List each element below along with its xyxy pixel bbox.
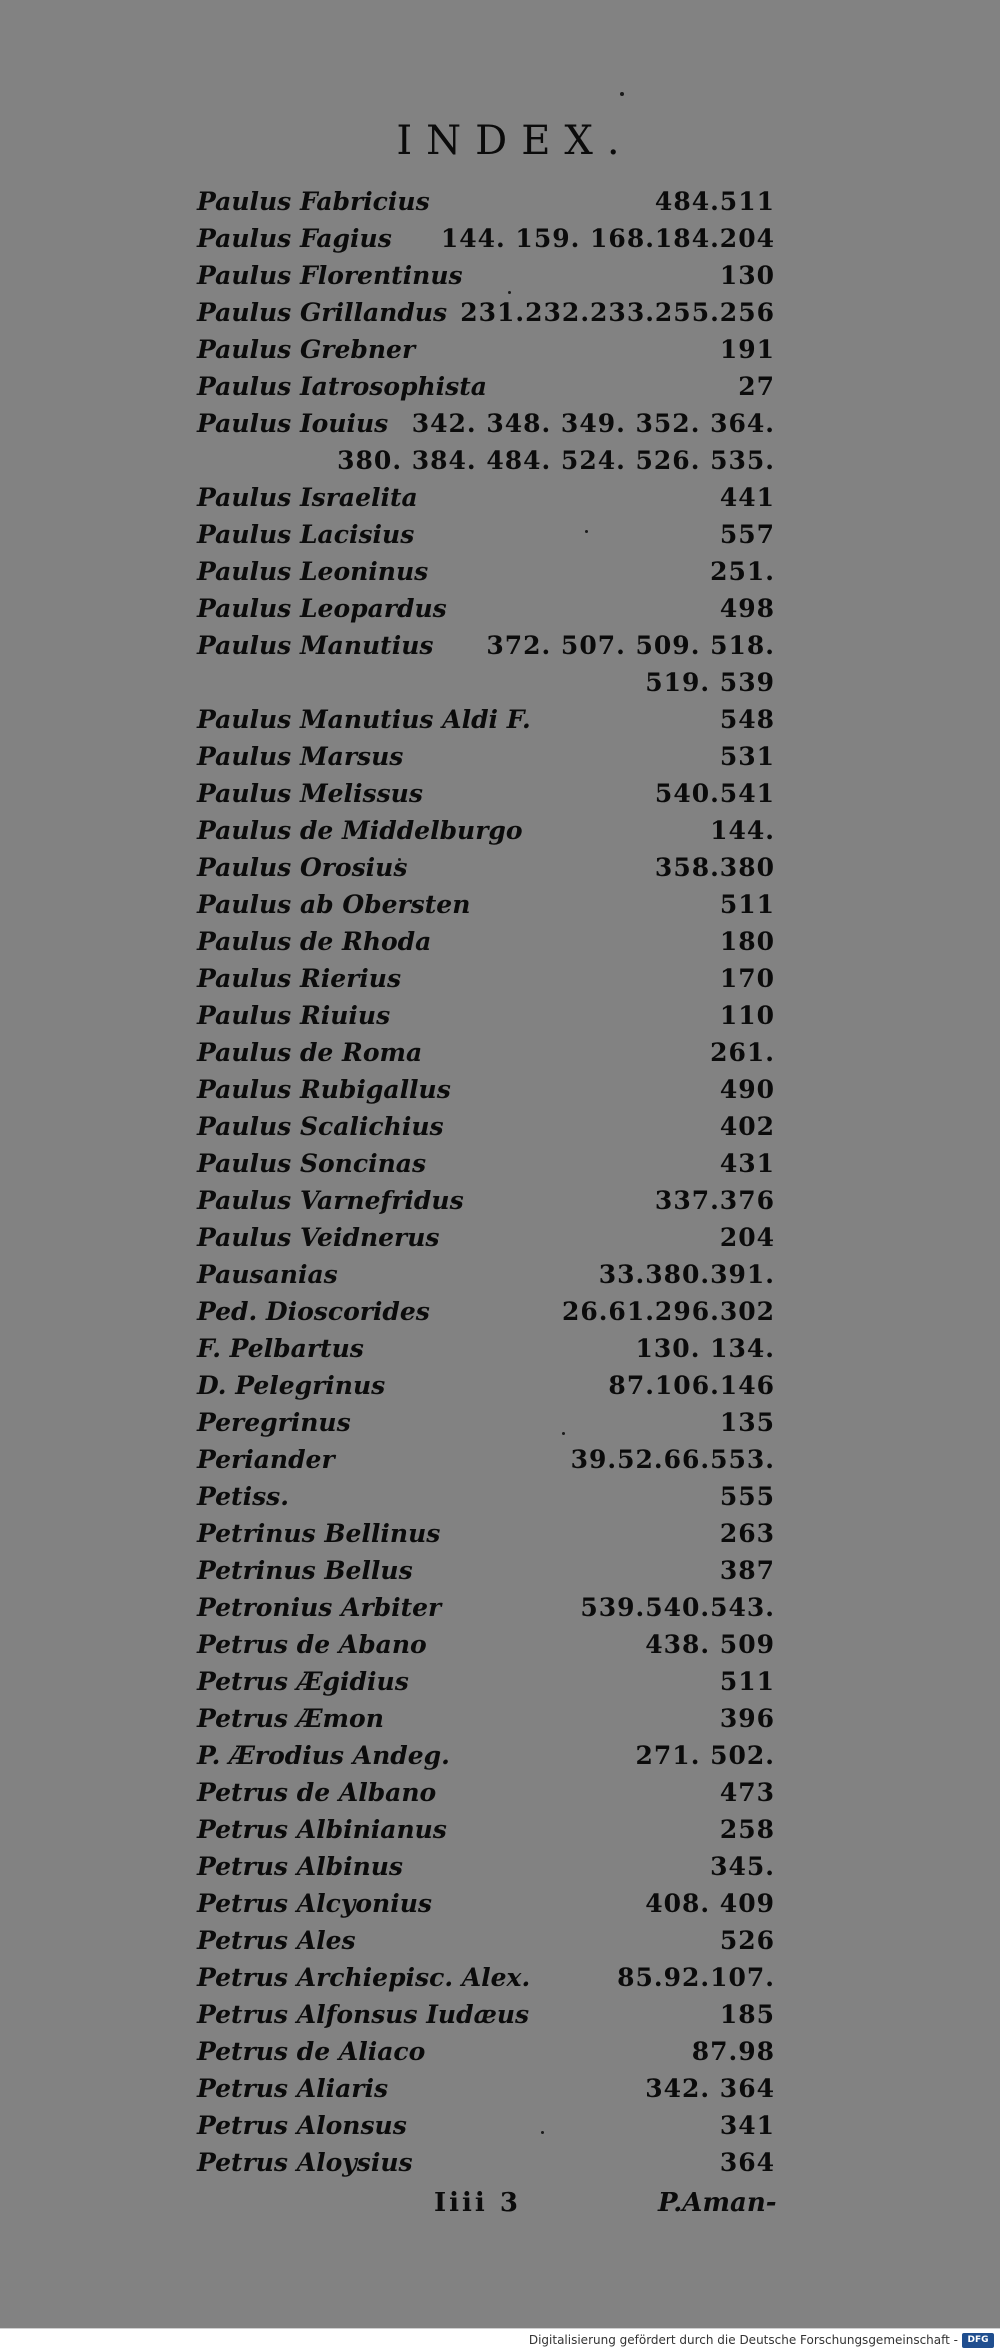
entry-pages: 191 [719, 335, 775, 364]
entry-name: Petrus de Abano [197, 1630, 427, 1659]
entry-name: Petrus de Albano [197, 1778, 437, 1807]
index-entry [197, 1367, 775, 1404]
entry-name: Paulus Riuius [197, 1001, 391, 1030]
entry-name: Paulus Orosius [197, 853, 408, 882]
entry-name: Peregrinus [197, 1408, 351, 1437]
entry-pages: 110 [719, 1001, 775, 1030]
index-entry [197, 923, 775, 960]
catchword: P.Aman- [658, 2188, 777, 2218]
entry-name: Paulus Leopardus [197, 594, 447, 623]
entry-pages: 87.106.146 [608, 1371, 775, 1400]
index-entry [197, 1034, 775, 1071]
index-entry [197, 1182, 775, 1219]
entry-name: Paulus Rierius [197, 964, 402, 993]
entry-pages: 130 [719, 261, 775, 290]
entry-pages: 396 [719, 1704, 775, 1733]
index-entries [197, 183, 775, 2181]
entry-name: Paulus de Rhoda [197, 927, 432, 956]
entry-name: Petrus Aliaris [197, 2074, 389, 2103]
entry-name: Paulus de Middelburgo [197, 816, 523, 845]
index-entry [197, 1848, 775, 1885]
entry-name: Petronius Arbiter [197, 1593, 442, 1622]
entry-name: Paulus Scalichius [197, 1112, 444, 1141]
entry-name: Paulus Leoninus [197, 557, 429, 586]
index-entry [197, 2144, 775, 2181]
entry-pages: 402 [719, 1112, 775, 1141]
index-entry [197, 1589, 775, 1626]
index-entry [197, 1552, 775, 1589]
entry-name: Paulus Manutius Aldi F. [197, 705, 531, 734]
entry-name: Paulus Iouius [197, 409, 389, 438]
index-entry [197, 1293, 775, 1330]
entry-name: Petrus Albinus [197, 1852, 404, 1881]
entry-pages: 87.98 [691, 2037, 775, 2066]
entry-name: Paulus Rubigallus [197, 1075, 451, 1104]
index-entry [197, 479, 775, 516]
index-entry [197, 516, 775, 553]
index-entry [197, 257, 775, 294]
page-header: INDEX. [396, 118, 634, 164]
index-entry [197, 405, 775, 442]
entry-pages: 341 [719, 2111, 775, 2140]
entry-pages: 261. [710, 1038, 775, 1067]
entry-name: Paulus ab Obersten [197, 890, 471, 919]
entry-pages: 555 [719, 1482, 775, 1511]
entry-name: Paulus Varnefridus [197, 1186, 464, 1215]
entry-name: Paulus Veidnerus [197, 1223, 440, 1252]
index-entry [197, 960, 775, 997]
index-entry-continuation [197, 664, 775, 701]
entry-pages: 387 [719, 1556, 775, 1585]
index-entry [197, 1330, 775, 1367]
index-entry [197, 738, 775, 775]
entry-name: Pausanias [197, 1260, 338, 1289]
entry-pages: 358.380 [654, 853, 775, 882]
entry-pages: 271. 502. [635, 1741, 775, 1770]
entry-pages: 26.61.296.302 [561, 1297, 775, 1326]
entry-name: Petrus Aloysius [197, 2148, 413, 2177]
entry-name: Paulus Iatrosophista [197, 372, 487, 401]
index-entry [197, 1478, 775, 1515]
entry-pages: 144. [710, 816, 775, 845]
entry-name: Paulus Soncinas [197, 1149, 427, 1178]
entry-name: Paulus Israelita [197, 483, 418, 512]
entry-pages: 511 [719, 1667, 775, 1696]
credit-bar [0, 2328, 1000, 2352]
index-entry [197, 1700, 775, 1737]
index-entry [197, 1774, 775, 1811]
entry-name: Petrus Alonsus [197, 2111, 407, 2140]
entry-name: Paulus Manutius [197, 631, 434, 660]
entry-pages: 204 [719, 1223, 775, 1252]
index-entry [197, 1404, 775, 1441]
index-entry [197, 997, 775, 1034]
entry-name: Petrus Archiepisc. Alex. [197, 1963, 531, 1992]
index-entry [197, 1737, 775, 1774]
entry-pages: 39.52.66.553. [570, 1445, 775, 1474]
entry-name: Petrus Æmon [197, 1704, 384, 1733]
entry-name: F. Pelbartus [197, 1334, 364, 1363]
entry-pages: 539.540.543. [580, 1593, 775, 1622]
entry-pages: 263 [719, 1519, 775, 1548]
entry-name: Petrus Alfonsus Iudæus [197, 2000, 530, 2029]
entry-name: Petrus Ægidius [197, 1667, 409, 1696]
dfg-logo: DFG [962, 2333, 994, 2348]
entry-pages: 431 [719, 1149, 775, 1178]
entry-pages: 342. 348. 349. 352. 364. [411, 409, 775, 438]
entry-pages: 251. [710, 557, 775, 586]
entry-pages: 170 [719, 964, 775, 993]
index-entry [197, 1996, 775, 2033]
entry-pages: 438. 509 [645, 1630, 775, 1659]
entry-name: Petrinus Bellinus [197, 1519, 441, 1548]
entry-name: P. Ærodius Andeg. [197, 1741, 450, 1770]
index-entry [197, 1219, 775, 1256]
entry-pages: 540.541 [654, 779, 775, 808]
entry-name: Paulus Melissus [197, 779, 423, 808]
index-entry [197, 1256, 775, 1293]
entry-pages: 519. 539 [645, 668, 775, 697]
entry-pages: 33.380.391. [598, 1260, 775, 1289]
entry-pages: 484.511 [654, 187, 775, 216]
index-entry [197, 1922, 775, 1959]
index-entry [197, 2070, 775, 2107]
index-entry [197, 1811, 775, 1848]
index-entry [197, 220, 775, 257]
entry-name: Periander [197, 1445, 335, 1474]
index-entry [197, 1145, 775, 1182]
page-footer [0, 2188, 1000, 2228]
entry-name: Paulus de Roma [197, 1038, 423, 1067]
ink-speck [620, 92, 624, 96]
entry-name: Petrus Albinianus [197, 1815, 447, 1844]
entry-name: Paulus Marsus [197, 742, 404, 771]
entry-pages: 144. 159. 168.184.204 [440, 224, 775, 253]
index-entry [197, 1626, 775, 1663]
entry-pages: 85.92.107. [617, 1963, 775, 1992]
index-entry [197, 775, 775, 812]
entry-name: Petrus Ales [197, 1926, 356, 1955]
index-entry [197, 886, 775, 923]
index-entry [197, 1515, 775, 1552]
entry-pages: 364 [719, 2148, 775, 2177]
index-entry [197, 1663, 775, 1700]
entry-name: Petrus de Aliaco [197, 2037, 426, 2066]
entry-pages: 473 [719, 1778, 775, 1807]
index-entry [197, 627, 775, 664]
index-entry [197, 1108, 775, 1145]
index-entry [197, 2033, 775, 2070]
entry-pages: 231.232.233.255.256 [460, 298, 775, 327]
entry-name: Ped. Dioscorides [197, 1297, 430, 1326]
entry-name: Paulus Fabricius [197, 187, 430, 216]
entry-name: Petrus Alcyonius [197, 1889, 432, 1918]
index-entry [197, 1959, 775, 1996]
entry-pages: 337.376 [654, 1186, 775, 1215]
index-entry [197, 1071, 775, 1108]
entry-pages: 526 [719, 1926, 775, 1955]
entry-name: Paulus Lacisius [197, 520, 415, 549]
entry-pages: 185 [719, 2000, 775, 2029]
entry-name: Paulus Fagius [197, 224, 392, 253]
signature-mark: Iiii 3 [434, 2188, 521, 2218]
entry-pages: 548 [719, 705, 775, 734]
entry-pages: 258 [719, 1815, 775, 1844]
entry-name: Paulus Florentinus [197, 261, 463, 290]
entry-pages: 342. 364 [645, 2074, 775, 2103]
index-entry [197, 1441, 775, 1478]
entry-pages: 130. 134. [635, 1334, 775, 1363]
entry-pages: 345. [710, 1852, 775, 1881]
entry-pages: 490 [719, 1075, 775, 1104]
entry-pages: 441 [719, 483, 775, 512]
entry-name: Petrinus Bellus [197, 1556, 413, 1585]
index-entry-continuation [197, 442, 775, 479]
entry-pages: 557 [719, 520, 775, 549]
entry-pages: 408. 409 [645, 1889, 775, 1918]
credit-text: Digitalisierung gefördert durch die Deutsche Forschungsgemeinschaft - [528, 2333, 958, 2347]
index-entry [197, 701, 775, 738]
index-entry [197, 590, 775, 627]
index-entry [197, 849, 775, 886]
index-entry [197, 1885, 775, 1922]
entry-name: Petiss. [197, 1482, 289, 1511]
entry-pages: 531 [719, 742, 775, 771]
index-entry [197, 294, 775, 331]
entry-pages: 511 [719, 890, 775, 919]
entry-pages: 135 [719, 1408, 775, 1437]
entry-pages: 380. 384. 484. 524. 526. 535. [337, 446, 775, 475]
entry-name: Paulus Grebner [197, 335, 416, 364]
entry-pages: 498 [719, 594, 775, 623]
index-entry [197, 331, 775, 368]
index-entry [197, 183, 775, 220]
index-entry [197, 553, 775, 590]
entry-pages: 372. 507. 509. 518. [486, 631, 775, 660]
index-entry [197, 368, 775, 405]
index-entry [197, 812, 775, 849]
entry-pages: 180 [719, 927, 775, 956]
entry-pages: 27 [738, 372, 775, 401]
index-entry [197, 2107, 775, 2144]
entry-name: Paulus Grillandus [197, 298, 448, 327]
entry-name: D. Pelegrinus [197, 1371, 386, 1400]
